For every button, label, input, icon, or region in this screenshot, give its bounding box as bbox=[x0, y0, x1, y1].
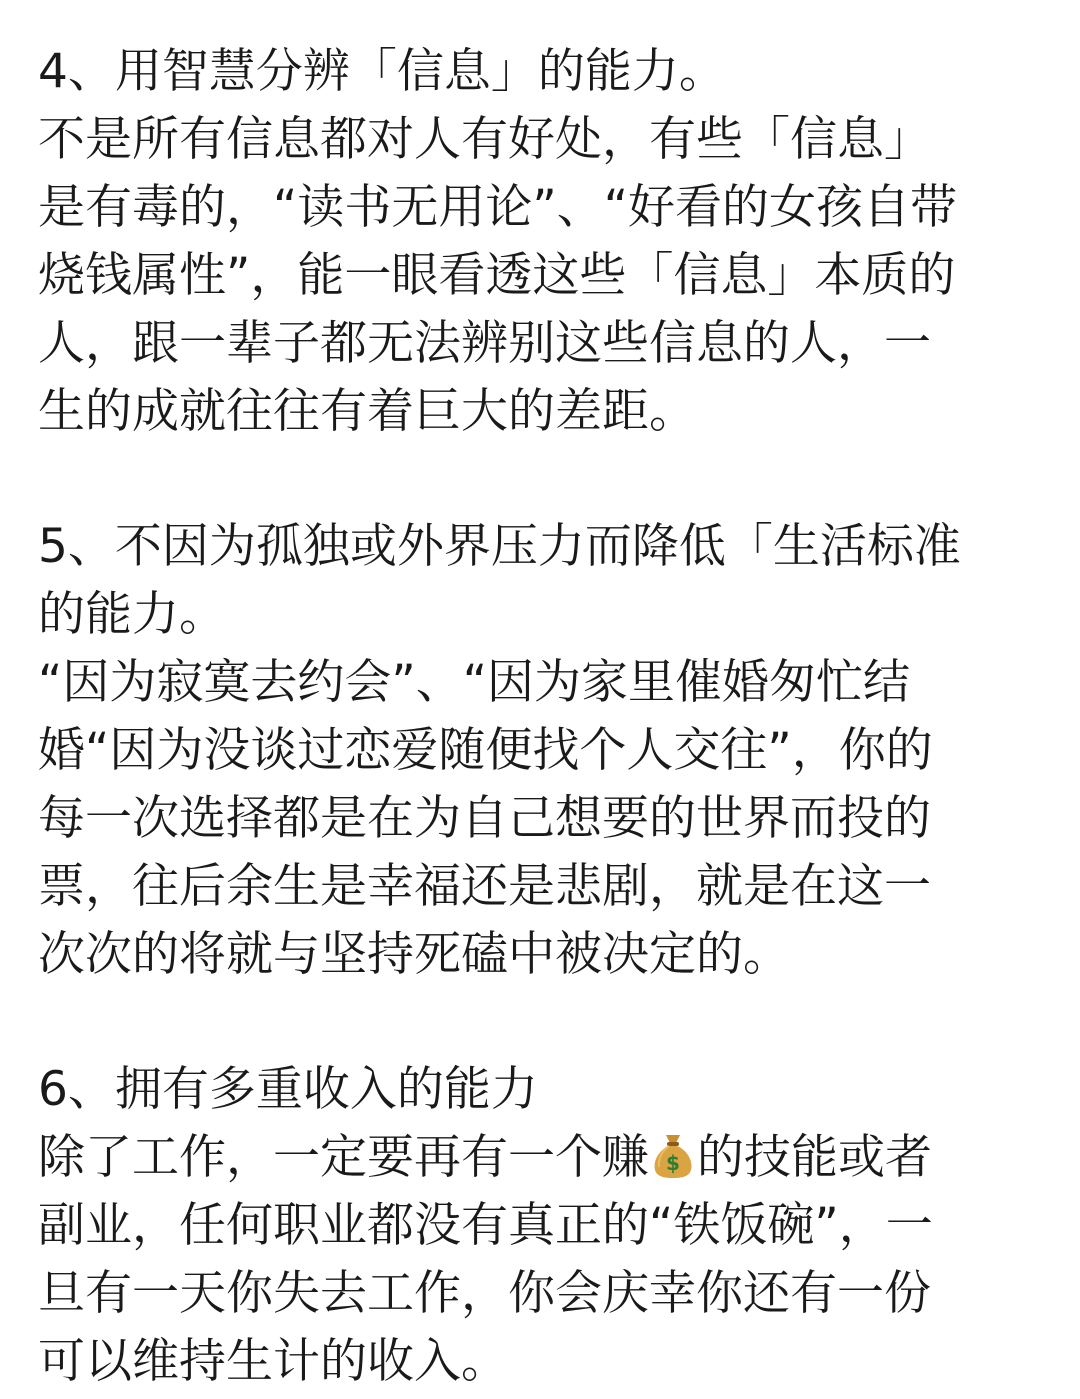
section-6-line-3: 旦有一天你失去工作，你会庆幸你还有一份 bbox=[38, 1266, 931, 1321]
svg-text:$: $ bbox=[666, 1151, 680, 1175]
section-4-line-5: 生的成就往往有着巨大的差距。 bbox=[38, 384, 696, 439]
section-5-line-3: 婚“因为没谈过恋爱随便找个人交往”，你的 bbox=[38, 723, 933, 778]
section-6-line-2: 副业，任何职业都没有真正的“铁饭碗”，一 bbox=[38, 1198, 933, 1253]
section-6-line-1 bbox=[38, 1124, 1048, 1192]
section-6-line-1-before: 除了工作，一定要再有一个赚 bbox=[38, 1130, 649, 1185]
section-4-line-2: 是有毒的，“读书无用论”、“好看的女孩自带 bbox=[38, 180, 958, 235]
section-5-line-1: 的能力。 bbox=[38, 587, 226, 642]
section-4 bbox=[38, 38, 1048, 446]
section-5-title: 5、不因为孤独或外界压力而降低「生活标准 bbox=[38, 519, 961, 574]
money-bag-icon bbox=[651, 1131, 695, 1179]
section-6 bbox=[38, 1056, 1048, 1396]
section-4-title: 4、用智慧分辨「信息」的能力。 bbox=[38, 44, 726, 99]
section-5 bbox=[38, 513, 1048, 989]
section-4-line-4: 人，跟一辈子都无法辨别这些信息的人，一 bbox=[38, 316, 931, 371]
section-6-line-1-after: 的技能或者 bbox=[697, 1130, 932, 1185]
section-4-line-3: 烧钱属性”，能一眼看透这些「信息」本质的 bbox=[38, 248, 956, 303]
section-4-line-1: 不是所有信息都对人有好处，有些「信息」 bbox=[38, 112, 931, 167]
section-6-title: 6、拥有多重收入的能力 bbox=[38, 1062, 538, 1117]
section-5-line-6: 次次的将就与坚持死磕中被决定的。 bbox=[38, 927, 790, 982]
section-5-line-4: 每一次选择都是在为自己想要的世界而投的 bbox=[38, 791, 931, 846]
section-5-line-5: 票，往后余生是幸福还是悲剧，就是在这一 bbox=[38, 859, 931, 914]
section-5-line-2: “因为寂寞去约会”、“因为家里催婚匆忙结 bbox=[38, 655, 911, 710]
section-6-line-4: 可以维持生计的收入。 bbox=[38, 1334, 508, 1389]
